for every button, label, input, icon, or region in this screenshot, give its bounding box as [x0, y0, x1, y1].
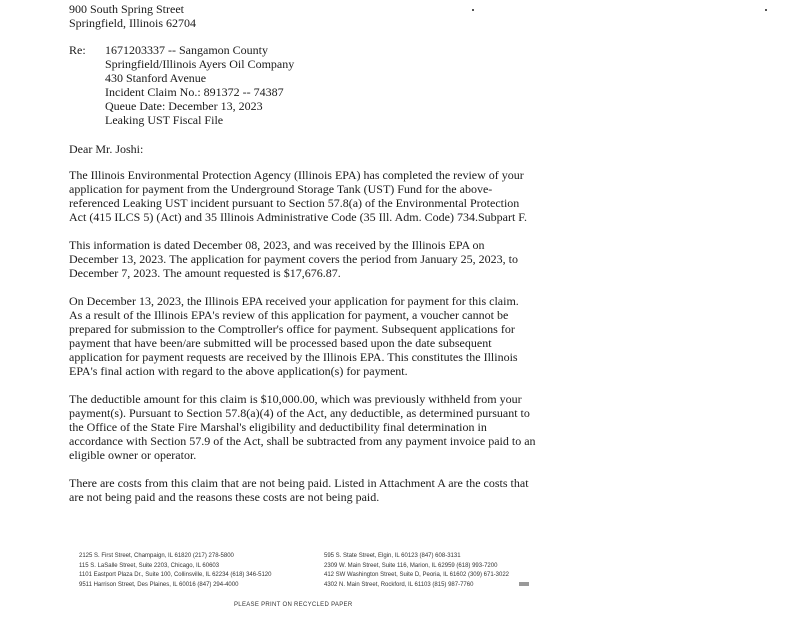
paragraph-line: the Office of the State Fire Marshal's eligibility and deductibility final determination in [69, 420, 487, 434]
footer-offices-right [324, 552, 509, 590]
paragraph-line: December 7, 2023. The amount requested is $17,676.87. [69, 266, 341, 280]
paragraph-line: application for payment requests are received by the Illinois EPA. This constitutes the Illinois [69, 350, 518, 364]
paragraph-line: application for payment from the Underground Storage Tank (UST) Fund for the above- [69, 182, 493, 196]
address-line-2: Springfield, Illinois 62704 [69, 16, 196, 30]
re-line: Springfield/Illinois Ayers Oil Company [105, 57, 295, 71]
paragraph-line: EPA's final action with regard to the above application(s) for payment. [69, 364, 408, 378]
paragraph-application-dates [69, 238, 549, 280]
footer-address: 4302 N. Main Street, Rockford, IL 61103 (815) 987-7760 [324, 581, 474, 588]
paragraph-line: are not being paid and the reasons these costs are not being paid. [69, 490, 380, 504]
re-line: Incident Claim No.: 891372 -- 74387 [105, 85, 284, 99]
paragraph-line: The Illinois Environmental Protection Agency (Illinois EPA) has completed the review of your [69, 168, 524, 182]
paragraph-line: eligible owner or operator. [69, 448, 197, 462]
re-line: 430 Stanford Avenue [105, 71, 207, 85]
salutation: Dear Mr. Joshi: [69, 142, 144, 156]
scan-speck [765, 9, 767, 11]
paragraph-line: accordance with Section 57.9 of the Act, shall be subtracted from any payment invoice paid to an [69, 434, 536, 448]
footer-address: 115 S. LaSalle Street, Suite 2203, Chicago, IL 60603 [79, 562, 220, 569]
re-block [105, 43, 294, 127]
paragraph-line: payment that have been/are submitted will be processed based upon the date subsequent [69, 336, 492, 350]
footer-address: 2309 W. Main Street, Suite 116, Marion, IL 62959 (618) 993-7200 [324, 562, 498, 569]
scan-speck [472, 9, 474, 11]
footer-offices-left [79, 552, 271, 590]
paragraph-line: The deductible amount for this claim is $10,000.00, which was previously withheld from your [69, 392, 522, 406]
address-line-1: 900 South Spring Street [69, 2, 185, 16]
re-line: Queue Date: December 13, 2023 [105, 99, 263, 113]
footer-address: 2125 S. First Street, Champaign, IL 61820 (217) 278-5800 [79, 553, 234, 559]
footer-address: 412 SW Washington Street, Suite D, Peoria, IL 61602 (309) 671-3022 [324, 572, 509, 578]
paragraph-line: Act (415 ILCS 5) (Act) and 35 Illinois Administrative Code (35 Ill. Adm. Code) 734.Subpart F. [69, 210, 527, 224]
paragraph-line: payment(s). Pursuant to Section 57.8(a)(4) of the Act, any deductible, as determined pursuant to [69, 406, 530, 420]
paragraph-voucher-status [69, 294, 549, 378]
footer-address: 9511 Harrison Street, Des Plaines, IL 60016 (847) 294-4000 [79, 581, 239, 588]
paragraph-deductible [69, 392, 549, 462]
footer-address: 1101 Eastport Plaza Dr., Suite 100, Collinsville, IL 62234 (618) 346-5120 [79, 572, 272, 578]
paragraph-line: prepared for submission to the Comptroller's office for payment. Subsequent applications for [69, 322, 515, 336]
paragraph-line: referenced Leaking UST incident pursuant to Section 57.8(a) of the Environmental Protection [69, 196, 520, 210]
paragraph-line: On December 13, 2023, the Illinois EPA received your application for payment for this claim. [69, 294, 519, 308]
paragraph-line: December 13, 2023. The application for payment covers the period from January 25, 2023, to [69, 252, 518, 266]
paragraph-line: This information is dated December 08, 2023, and was received by the Illinois EPA on [69, 238, 485, 252]
re-label: Re: [69, 43, 86, 57]
re-line: 1671203337 -- Sangamon County [105, 43, 268, 57]
paragraph-line: As a result of the Illinois EPA's review of this application for payment, a voucher cannot be [69, 308, 509, 322]
paragraph-unpaid-costs [69, 476, 549, 504]
scan-mark [519, 582, 529, 586]
footer-address: 595 S. State Street, Elgin, IL 60123 (847) 608-3131 [324, 553, 461, 559]
re-line: Leaking UST Fiscal File [105, 113, 224, 127]
paragraph-review-complete [69, 168, 549, 224]
paragraph-line: There are costs from this claim that are not being paid. Listed in Attachment A are the costs that [69, 476, 529, 490]
recycled-paper-note: PLEASE PRINT ON RECYCLED PAPER [234, 602, 353, 608]
